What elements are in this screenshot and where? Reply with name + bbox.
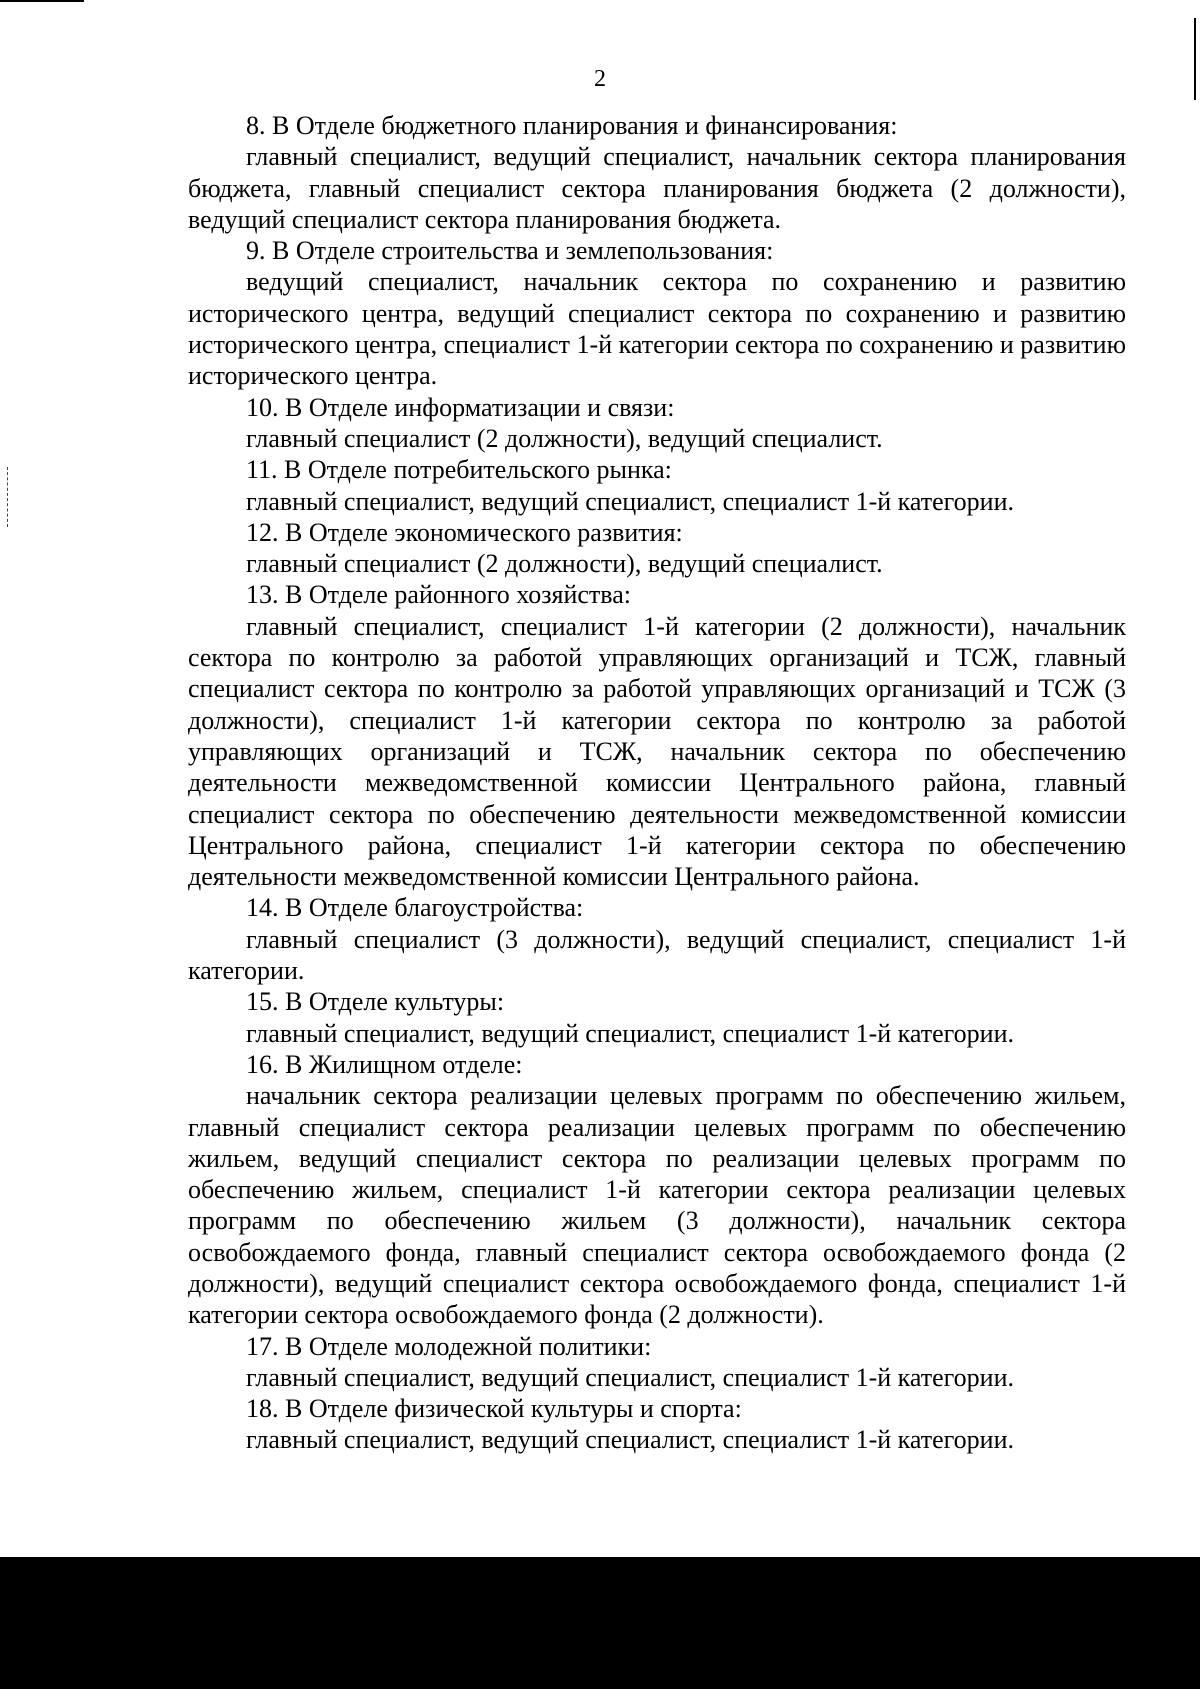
section-body-10: главный специалист (2 должности), ведущий специалист.	[246, 423, 883, 453]
section-body-12: главный специалист (2 должности), ведущий специалист.	[246, 549, 883, 579]
section-heading-8: 8. В Отделе бюджетного планирования и финансирования:	[246, 111, 898, 140]
section-heading-16: 16. В Жилищном отделе:	[246, 1049, 523, 1079]
scan-corner-rule	[0, 0, 84, 2]
section-body-11: главный специалист, ведущий специалист, специалист 1-й категории.	[246, 486, 1014, 516]
section-body-16: начальник сектора реализации целевых программ по обеспечению жильем, главный специалист сектора реализации целевых программ по обеспечению жильем, ведущий специалист сектора по реализации целевых программ по обеспечению жильем, специалист 1-й категории сектора реализации целевых программ по обеспечению жильем (3 должности), начальник сектора освобождаемого фонда, главный специалист сектора освобождаемого фонда (2 должности), ведущий специалист сектора освобождаемого фонда, специалист 1-й категории сектора освобождаемого фонда (2 должности).	[188, 1081, 1126, 1330]
page-number: 2	[594, 66, 606, 92]
section-heading-11: 11. В Отделе потребительского рынка:	[246, 455, 672, 485]
section-body-18: главный специалист, ведущий специалист, специалист 1-й категории.	[246, 1425, 1014, 1455]
section-heading-18: 18. В Отделе физической культуры и спорта:	[246, 1394, 742, 1424]
section-body-13: главный специалист, специалист 1-й категории (2 должности), начальник сектора по контролю за работой управляющих организаций и ТСЖ, главный специалист сектора по контролю за работой управляющих организаций и ТСЖ (3 должности), специалист 1-й категории сектора по контролю за работой управляющих организаций и ТСЖ, начальник сектора по обеспечению деятельности межведомственной комиссии Центрального района, главный специалист сектора по обеспечению деятельности межведомственной комиссии Центрального района, специалист 1-й категории сектора по обеспечению деятельности межведомственной комиссии Центрального района.	[188, 611, 1126, 892]
document-body	[188, 110, 1126, 1456]
section-body-15: главный специалист, ведущий специалист, специалист 1-й категории.	[246, 1018, 1014, 1048]
section-heading-14: 14. В Отделе благоустройства:	[246, 893, 584, 923]
section-body-14: главный специалист (3 должности), ведущий специалист, специалист 1-й категории.	[188, 924, 1126, 986]
section-heading-10: 10. В Отделе информатизации и связи:	[246, 392, 675, 422]
section-heading-17: 17. В Отделе молодежной политики:	[246, 1331, 652, 1361]
section-heading-9: 9. В Отделе строительства и землепользования:	[246, 236, 774, 266]
scan-margin-mark-left	[7, 467, 9, 527]
section-body-9: ведущий специалист, начальник сектора по сохранению и развитию исторического центра, ведущий специалист сектора по сохранению и развитию исторического центра, специалист 1-й категории сектора по сохранению и развитию исторического центра.	[188, 267, 1126, 391]
section-heading-12: 12. В Отделе экономического развития:	[246, 517, 683, 547]
section-body-17: главный специалист, ведущий специалист, специалист 1-й категории.	[246, 1362, 1014, 1392]
section-heading-15: 15. В Отделе культуры:	[246, 987, 505, 1017]
section-heading-13: 13. В Отделе районного хозяйства:	[246, 580, 631, 610]
section-body-8: главный специалист, ведущий специалист, начальник сектора планирования бюджета, главный специалист сектора планирования бюджета (2 должности), ведущий специалист сектора планирования бюджета.	[188, 142, 1126, 234]
scan-bottom-bar	[0, 1557, 1200, 1689]
